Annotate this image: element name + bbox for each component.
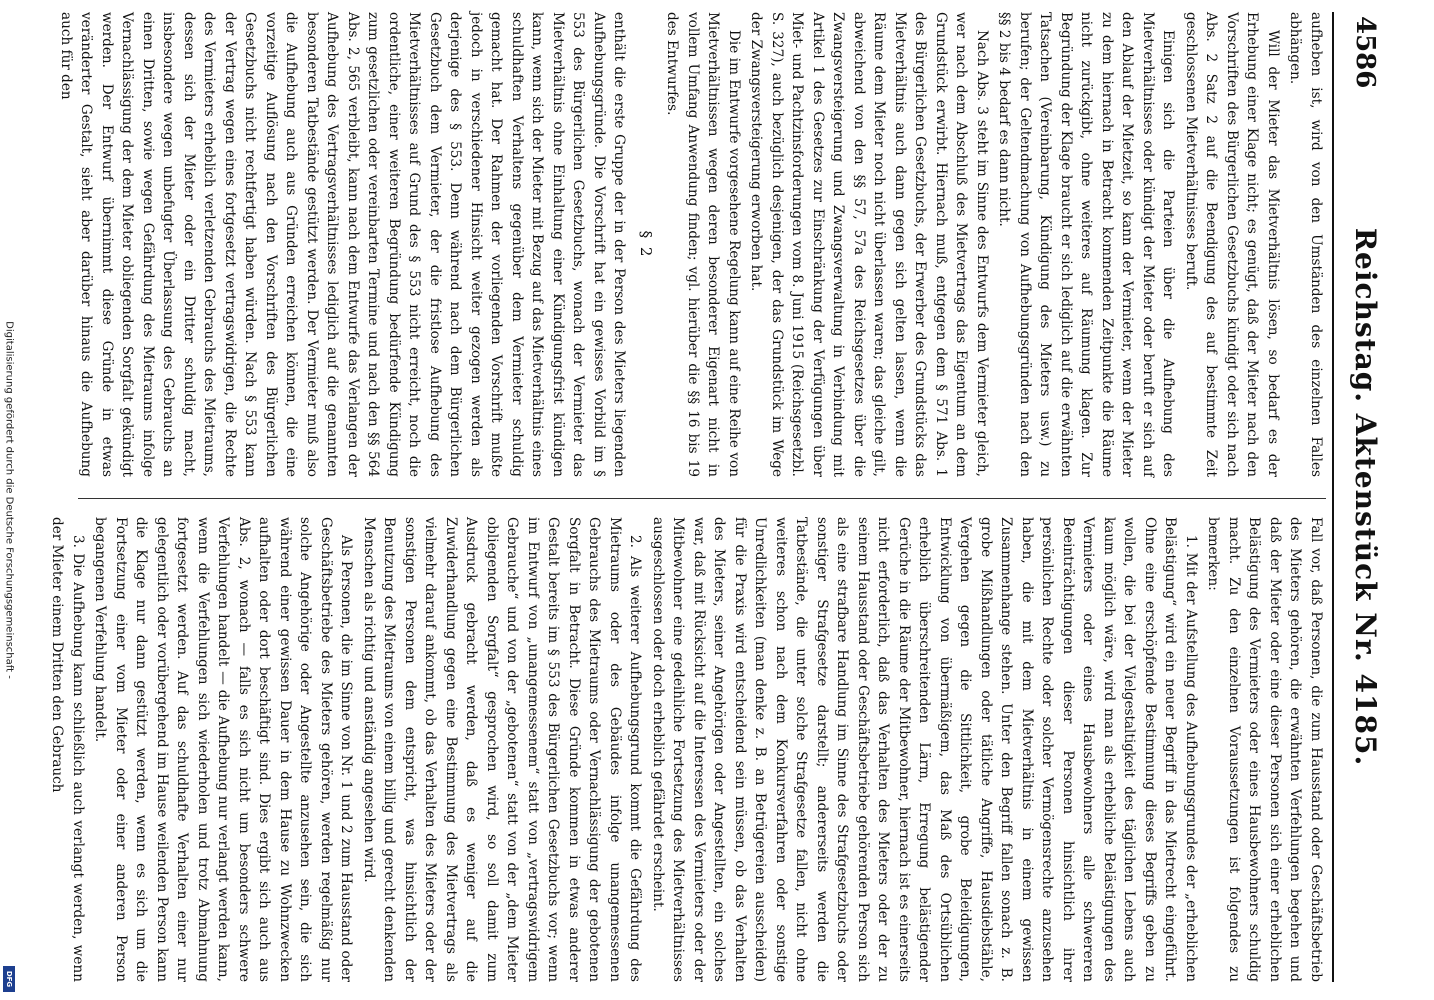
page-title: Reichstag. Aktenstück Nr. 4185. [1349, 227, 1382, 767]
dfg-logo-text: DFG [5, 970, 13, 988]
scanned-page-viewport [49, 12, 1392, 982]
column-divider [78, 498, 1326, 499]
digitization-credit-strip [0, 0, 18, 1000]
paragraph: 2. Als weiterer Aufhebungsgrund kommt die Gefährdung des Mietraums oder des Gebäudes infolge unangemessenen Gebrauchs des Mietraums oder Vernachlässigung der gebotenen Sorgfalt in Betracht. Diese Gründe kommen in etwas anderer Gestalt bereits im § 553 des Bürgerlichen Gesetzbuchs vor; wenn im Entwurf von „unangemessenem“ statt von „vertragswidrigem Gebrauche“ und von der „gebotenen“ statt von der „dem Mieter obliegenden Sorgfalt“ gesprochen wird, so soll damit zum Ausdruck gebracht werden, daß es weniger auf die Zuwiderhandlung gegen eine Bestimmung des Mietvertrags als vielmehr darauf ankommt, ob das Verhalten des Mieters oder der sonstigen Personen dem entspricht, was hinsichtlich der Benutzung des Mietraums von einem billig und gerecht denkenden Menschen als richtig und anständig angesehen wird. [361, 517, 644, 982]
section-heading: § 2 [637, 230, 655, 259]
paragraph: aufheben ist, wird von den Umständen des einzelnen Falles abhängen. [1287, 12, 1324, 477]
paragraph: Einigen sich die Parteien über die Aufhebung des Mietverhältnisses oder kündigt der Mieter oder beruft er sich auf den Ablauf der Mietzeit, so kann der Vermieter, wenn der Mieter zu dem hiernach in Betracht kommenden Zeitpunkte die Räume nicht zurückgibt, ohne weiteres auf Räumung klagen. Zur Begründung der Klage braucht er sich lediglich auf die erwähnten Tatsachen (Vereinbarung, Kündigung des Mieters usw.) zu berufen; der Geltendmachung von Aufhebungsgründen nach den §§ 2 bis 4 bedarf es dann nicht. [996, 12, 1177, 477]
dfg-logo-icon [3, 966, 15, 992]
paragraph: enthält die erste Gruppe der in der Person des Mieters liegenden Aufhebungsgründe. Die Vorschrift hat ein gewisses Vorbild im § 553 des Bürgerlichen Gesetzbuchs, wonach der Vermieter das Mietverhältnis ohne Einhaltung einer Kündigungsfrist kündigen kann, wenn sich der Mieter mit Bezug auf das Mietverhältnis eines schuldhaften Verhaltens gegenüber dem Vermieter schuldig gemacht hat. Der Rahmen der vorliegenden Vorschrift mußte jedoch in verschiedener Hinsicht weiter gezogen werden als derjenige des § 553. Denn während nach dem Bürgerlichen Gesetzbuch dem Vermieter, der die fristlose Aufhebung des Mietverhältnisses auf Grund des § 553 nicht erreicht, noch die ordentliche, einer weiteren Begründung bedürfende Kündigung zum gesetzlichen oder vereinbarten Termine und nach den §§ 564 Abs. 2, 565 verbleibt, kann nach dem Entwurfe das Verlangen der Aufhebung des Vertragsverhältnisses lediglich auf die genannten besonderen Tatbestände gestützt werden. Der Vermieter muß also die Aufhebung auch aus Gründen erreichen können, die eine vorzeitige Auflösung nach den Vorschriften des Bürgerlichen Gesetzbuchs nicht rechtfertigt haben würden. Nach § 553 kann der Vertrag wegen eines fortgesetzt vertragswidrigen, die Rechte des Vermieters erheblich verletzenden Gebrauchs des Mietraums, dessen sich der Mieter oder ein Dritter schuldig macht, insbesondere wegen unbefugter Überlassung des Gebrauchs an einen Dritten, sowie wegen Gefährdung des Mietraums infolge Vernachlässigung der dem Mieter obliegenden Sorgfalt gekündigt werden. Der Entwurf übernimmt diese Gründe in etwas veränderter Gestalt, sieht aber darüber hinaus die Aufhebung auch für den [58, 12, 628, 477]
paragraph: Die im Entwurfe vorgesehene Regelung kann auf eine Reihe von Mietverhältnissen wegen deren besonderer Eigenart nicht in vollem Umfang Anwendung finden; vgl. hierüber die §§ 16 bis 19 des Entwurfes. [664, 12, 742, 477]
paragraph: 3. Die Aufhebung kann schließlich auch verlangt werden, wenn der Mieter einem Dritten den Gebrauch [49, 517, 86, 982]
paragraph: Fall vor, daß Personen, die zum Hausstand oder Geschäftsbetrieb des Mieters gehören, die erwähnten Verfehlungen begehen und daß der Mieter oder eine dieser Personen sich einer erheblichen Belästigung des Vermieters oder eines Hausbewohners schuldig macht. Zu den einzelnen Voraussetzungen ist folgendes zu bemerken: [1205, 517, 1324, 982]
paragraph: Als Personen, die im Sinne von Nr. 1 und 2 zum Hausstand oder Geschäftsbetriebe des Mieters gehören, werden regelmäßig nur solche Angehörige oder Angestellte anzusehen sein, die sich während einer gewissen Dauer in dem Hause zu Wohnzwecken aufhalten oder dort beschäftigt sind. Dies ergibt sich auch aus Abs. 2, wonach — falls es sich nicht um besonders schwere Verfehlungen handelt — die Aufhebung nur verlangt werden kann, wenn die Verfehlungen sich wiederholen und trotz Abmahnung fortgesetzt werden. Auf das schuldhafte Verhalten einer nur gelegentlich oder vorübergehend im Hause weilenden Person kann die Klage nur dann gestützt werden, wenn es sich um die Fortsetzung einer vom Mieter oder einer anderen Person begangenen Verfehlung handelt. [92, 517, 355, 982]
page-header [1332, 12, 1392, 982]
digitization-credit-text: Digitalisierung gefördert durch die Deutsche Forschungsgemeinschaft - [3, 321, 15, 679]
scanned-page [49, 12, 1392, 982]
paragraph: Will der Mieter das Mietverhältnis lösen, so bedarf es der Erhebung einer Klage nicht; es genügt, daß der Mieter nach den Vorschriften des Bürgerlichen Gesetzbuchs kündigt oder sich nach Abs. 2 Satz 2 auf die Beendigung des auf bestimmte Zeit geschlossenen Mietverhältnisses beruft. [1183, 12, 1281, 477]
page-number: 4586 [1350, 16, 1380, 89]
right-text-column [49, 517, 1326, 982]
paragraph: Nach Abs. 3 steht im Sinne des Entwurfs dem Vermieter gleich, wer nach dem Abschluß des Mietvertrags das Eigentum an dem Grundstück erwirbt. Hiernach muß, entgegen dem § 571 Abs. 1 des Bürgerlichen Gesetzbuchs, der Erwerber des Grundstücks das Mietverhältnis auch dann gegen sich gelten lassen, wenn die Räume dem Mieter noch nicht überlassen waren; das gleiche gilt, abweichend von den §§ 57, 57a des Reichsgesetzes über die Zwangsversteigerung und Zwangsverwaltung in Verbindung mit Artikel 1 des Gesetzes zur Einschränkung der Verfügungen über Miet- und Pachtzinsforderungen vom 8. Juni 1915 (Reichsgesetzbl. S. 327), auch bezüglich desjenigen, der das Grundstück im Wege der Zwangsversteigerung erworben hat. [748, 12, 990, 477]
paragraph: 1. Mit der Aufstellung des Aufhebungsgrundes der „erheblichen Belästigung“ wird ein neuer Begriff in das Mietrecht eingeführt. Ohne eine erschöpfende Bestimmung dieses Begriffs geben zu wollen, die bei der Vielgestaltigkeit des täglichen Lebens auch kaum möglich wäre, wird man als erhebliche Belästigungen des Vermieters oder eines Hausbewohners alle schwereren Beeinträchtigungen dieser Personen hinsichtlich ihrer persönlichen Rechte oder solcher Vermögensrechte anzusehen haben, die mit dem Mietverhältnis in einem gewissen Zusammenhange stehen. Unter den Begriff fallen sonach z. B. grobe Mißhandlungen oder tätliche Angriffe, Hausdiebstähle, Vergehen gegen die Sittlichkeit, grobe Beleidigungen, Entwicklung von übermäßigem, das Maß des Ortsüblichen erheblich überschreitenden Lärm, Erregung belästigender Gerüche in die Räume der Mitbewohner, hiernach ist es einerseits nicht erforderlich, daß das Verhalten des Mieters oder der zu seinem Hausstand oder Geschäftsbetriebe gehörenden Person sich als eine strafbare Handlung im Sinne des Strafgesetzbuchs oder sonstiger Strafgesetze darstellt; andererseits werden die Tatbestände, die unter solche Strafgesetze fallen, nicht ohne weiteres schon nach dem Konkursverfahren oder sonstige Unredlichkeiten (man denke z. B. an Betrügereien ausscheiden) für die Praxis wird entscheidend sein müssen, ob das Verhalten des Mieters, seiner Angehörigen oder Angestellten, ein solches war, daß mit Rücksicht auf die Interessen des Vermieters oder der Mitbewohner eine gedeihliche Fortsetzung des Mietverhältnisses ausgeschlossen oder doch erheblich gefährdet erscheint. [650, 517, 1199, 982]
left-text-column [58, 12, 1326, 477]
